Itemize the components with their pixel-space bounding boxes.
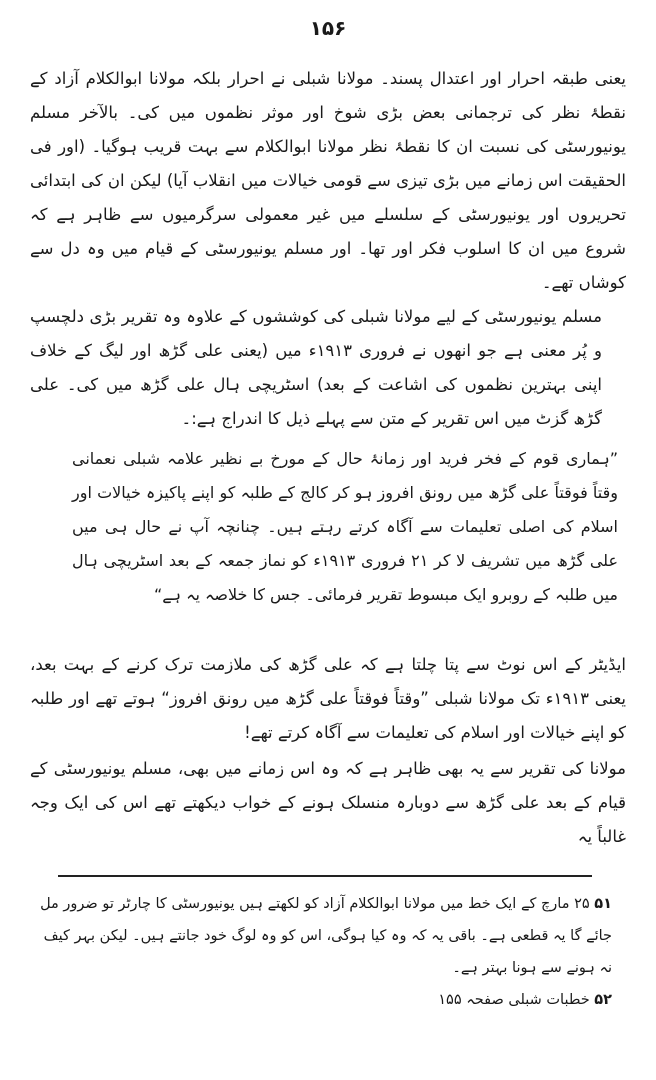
footnote-divider [58,875,592,877]
footnote-2 [40,984,612,1016]
footnotes [40,888,612,1016]
footnote-text: ۲۵ مارچ کے ایک خط میں مولانا ابوالکلام آزاد کو لکھتے ہیں یونیورسٹی کا چارٹر تو ضرور مل جائے گا یہ قطعی ہے۔ باقی یہ کہ وہ کیا ہوگی، اس کو وہ لوگ خود جانتے ہیں۔ لیکن بہر کیف نہ ہونے سے ہونا بہتر ہے۔ [40,896,612,976]
block-quote [72,442,618,612]
quote-text: ”ہماری قوم کے فخر فرید اور زمانۂ حال کے مورخ بے نظیر علامہ شبلی نعمانی وقتاً فوقتاً علی گڑھ میں رونق افروز ہو کر کالج کے طلبہ کو اپنے پاکیزہ خیالات اور اسلام کی اصلی تعلیمات سے آگاہ کرتے رہتے ہیں۔ چنانچہ آپ نے حال ہی میں علی گڑھ میں تشریف لا کر ۲۱ فروری ۱۹۱۳ء کو نماز جمعہ کے بعد اسٹریچی ہال میں طلبہ کے روبرو ایک مبسوط تقریر فرمائی۔ جس کا خلاصہ یہ ہے“ [72,449,619,604]
paragraph-2: مسلم یونیورسٹی کے لیے مولانا شبلی کی کوششوں کے علاوہ وہ تقریر بڑی دلچسپ و پُر معنی ہے جو انھوں نے فروری ۱۹۱۳ء میں (یعنی علی گڑھ اور لیگ کے خلاف اپنی بہترین نظموں کی اشاعت کے بعد) اسٹریچی ہال علی گڑھ میں کی۔ علی گڑھ گزٹ میں اس تقریر کے متن سے پہلے ذیل کا اندراج ہے:۔ [30,307,602,428]
footnote-text: خطبات شبلی صفحہ ۱۵۵ [438,992,590,1008]
paragraph-3: ایڈیٹر کے اس نوٹ سے پتا چلتا ہے کہ علی گڑھ کی ملازمت ترک کرنے کے بہت بعد، یعنی ۱۹۱۳ء تک مولانا شبلی ”وقتاً فوقتاً علی گڑھ میں رونق افروز“ ہوتے تھے اور طلبہ کو اپنے خیالات اور اسلام کی تعلیمات سے آگاہ کرتے تھے! [30,655,626,742]
paragraph-4: مولانا کی تقریر سے یہ بھی ظاہر ہے کہ وہ اس زمانے میں بھی، مسلم یونیورسٹی کے قیام کے بعد علی گڑھ سے دوبارہ منسلک ہونے کے خواب دیکھتے تھے اس کی ایک وجہ غالباً یہ [30,759,626,846]
footnote-marker: ۵۱ [594,896,612,912]
page-number: ۱۵۶ [309,16,347,40]
footnote-marker: ۵۲ [594,992,612,1008]
main-text [30,62,626,436]
footnote-1 [40,888,612,984]
continuation-text [30,648,626,854]
paragraph-1: یعنی طبقہ احرار اور اعتدال پسند۔ مولانا شبلی نے احرار بلکہ مولانا ابوالکلام آزاد کے نقطۂ نظر کی ترجمانی بعض بڑی شوخ اور موثر نظموں میں کی۔ بالآخر مسلم یونیورسٹی کی نسبت ان کا نقطۂ نظر مولانا ابوالکلام سے بہت قریب ہوگیا۔ (اور فی الحقیقت اس زمانے میں بڑی تیزی سے قومی خیالات میں انقلاب آیا) لیکن ان کی ابتدائی تحریروں اور یونیورسٹی کے سلسلے میں غیر معمولی سرگرمیوں سے ظاہر ہے کہ شروع میں ان کا اسلوب فکر اور تھا۔ اور مسلم یونیورسٹی کے قیام میں وہ دل سے کوشاں تھے۔ [30,69,626,292]
